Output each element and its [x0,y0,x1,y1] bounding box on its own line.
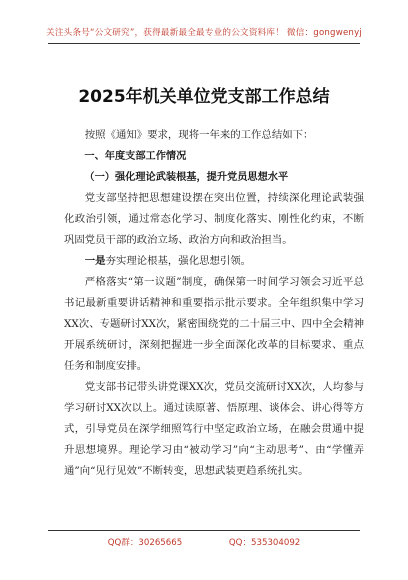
document-body [64,125,364,482]
document-title: 2025年机关单位党支部工作总结 [78,87,330,107]
paragraph-2-text: 夯实理论根基，强化思想引领。 [105,255,252,267]
intro-paragraph: 按照《通知》要求，现将一年来的工作总结如下： [84,129,314,141]
paragraph-2 [64,251,364,272]
footer-contact [0,536,408,548]
subsection-heading-1: （一）强化理论武装根基，提升党员思想水平 [84,172,289,183]
paragraph-4: 党支部书记带头讲党课XX次，党员交流研讨XX次，人均参与学习研讨XX次以上。通过读原著、悟原理、谈体会、讲心得等方式，引导党员在深学细照笃行中坚定政治立场，在融会贯通中提升思想境界。理论学习由“被动学习”向“主动思考”、由“学懂弄通”向“见行见效”不断转变，思想武装更趋系统扎实。 [64,381,364,477]
paragraph-1: 党支部坚持把思想建设摆在突出位置，持续深化理论武装强化政治引领，通过常态化学习、制度化落实、刚性化约束，不断巩固党员干部的政治立场、政治方向和政治担当。 [64,192,364,246]
section-heading-1: 一、年度支部工作情况 [84,151,187,162]
paragraph-2-lead: 一是 [84,255,106,267]
header-promo-text: 关注头条号“公文研究”，获得最新最全最专业的公文资料库！ 微信：gongwenyj [46,28,362,38]
paragraph-3: 严格落实“第一议题”制度，确保第一时间学习领会习近平总书记最新重要讲话精神和重要指示批示要求。全年组织集中学习XX次、专题研讨XX次，紧密围绕党的二十届三中、四中全会精神开展系统研讨，深刻把握进一步全面深化改革的目标要求、重点任务和制度安排。 [64,276,364,372]
header-divider [48,43,360,44]
footer-qq: QQ：535304092 [228,538,301,548]
footer-divider [48,530,360,531]
footer-qq-group: QQ群：30265665 [107,538,183,548]
